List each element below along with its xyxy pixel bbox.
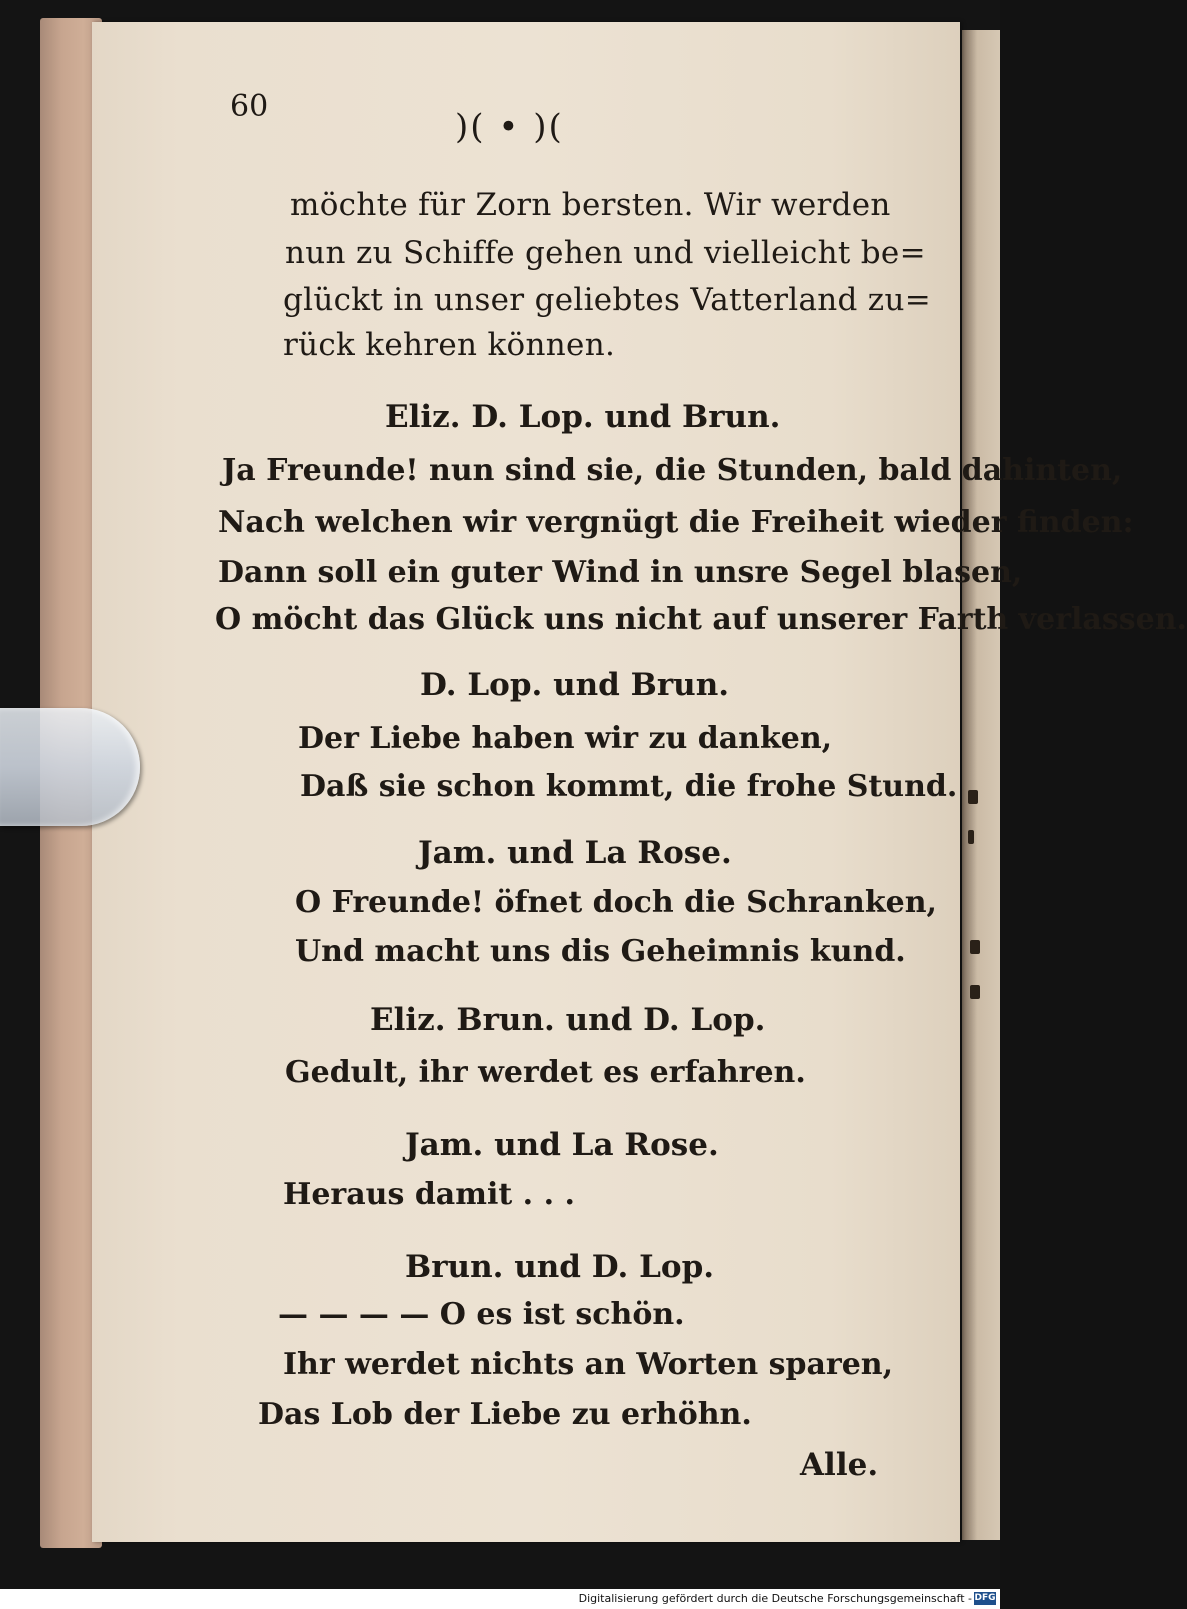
verse-line: O möcht das Glück uns nicht auf unserer Farth verlassen.: [215, 602, 1187, 637]
next-page-edge: [962, 30, 1000, 1540]
verse-line: Gedult, ihr werdet es erfahren.: [285, 1055, 806, 1090]
prose-line: möchte für Zorn bersten. Wir werden: [290, 187, 891, 223]
prose-line: glückt in unser geliebtes Vatterland zu=: [283, 282, 931, 318]
verse-line: Und macht uns dis Geheimnis kund.: [295, 934, 906, 969]
verse-line: Das Lob der Liebe zu erhöhn.: [258, 1397, 752, 1432]
speaker-heading: Brun. und D. Lop.: [405, 1249, 715, 1285]
speaker-heading: Jam. und La Rose.: [405, 1127, 719, 1163]
speaker-heading: Jam. und La Rose.: [418, 835, 732, 871]
verse-line: Daß sie schon kommt, die frohe Stund.: [300, 769, 958, 804]
next-page-ink-mark: [968, 790, 978, 804]
next-page-ink-mark: [968, 830, 974, 844]
prose-line: rück kehren können.: [283, 327, 616, 363]
verse-line: Nach welchen wir vergnügt die Freiheit wieder finden:: [218, 505, 1134, 540]
next-page-ink-mark: [970, 940, 980, 954]
catchword: Alle.: [800, 1447, 879, 1483]
header-ornament: )( • )(: [455, 107, 564, 147]
verse-line: Ja Freunde! nun sind sie, die Stunden, bald dahinten,: [222, 453, 1123, 488]
verse-line: Dann soll ein guter Wind in unsre Segel blasen,: [218, 555, 1023, 590]
prose-line: nun zu Schiffe gehen und vielleicht be=: [285, 235, 926, 271]
page-number: 60: [230, 89, 269, 124]
dfg-logo: DFG: [974, 1593, 996, 1603]
speaker-heading: Eliz. Brun. und D. Lop.: [370, 1002, 766, 1038]
speaker-heading: D. Lop. und Brun.: [420, 667, 730, 703]
verse-line: O Freunde! öfnet doch die Schranken,: [295, 885, 937, 920]
page-clip: [0, 708, 140, 826]
verse-line: Ihr werdet nichts an Worten sparen,: [283, 1347, 894, 1382]
verse-line: — — — — O es ist schön.: [278, 1297, 685, 1332]
verse-line: Heraus damit . . .: [283, 1177, 575, 1212]
next-page-ink-mark: [970, 985, 980, 999]
verse-line: Der Liebe haben wir zu danken,: [298, 721, 833, 756]
speaker-heading: Eliz. D. Lop. und Brun.: [385, 399, 781, 435]
footer-credit: Digitalisierung gefördert durch die Deutsche Forschungsgemeinschaft -: [578, 1592, 972, 1605]
